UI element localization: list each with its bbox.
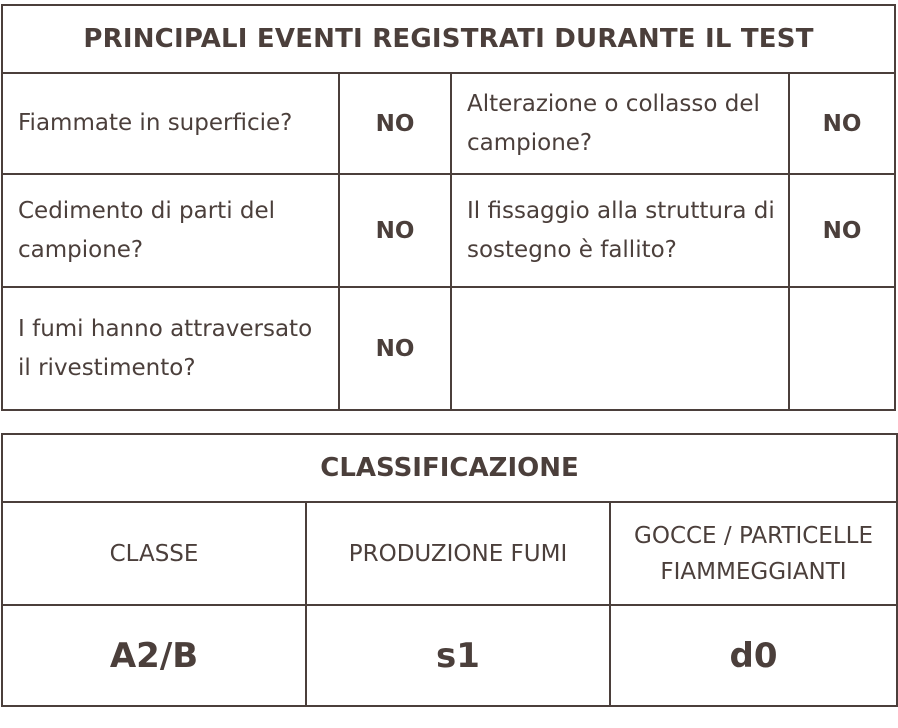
- event-answer: NO: [789, 174, 895, 287]
- empty-cell: [789, 287, 895, 410]
- event-question: I fumi hanno attraversato il rivestimento?: [2, 287, 339, 410]
- smoke-production-header: PRODUZIONE FUMI: [306, 502, 610, 605]
- smoke-production-value: s1: [306, 605, 610, 706]
- event-answer: NO: [789, 73, 895, 174]
- event-answer: NO: [339, 73, 451, 174]
- event-answer: NO: [339, 287, 451, 410]
- event-question: Fiammate in superficie?: [2, 73, 339, 174]
- class-header: CLASSE: [2, 502, 306, 605]
- class-value: A2/B: [2, 605, 306, 706]
- event-question: Il fissaggio alla struttura di sostegno è fallito?: [451, 174, 789, 287]
- classification-table: [1, 433, 898, 707]
- events-table-title: PRINCIPALI EVENTI REGISTRATI DURANTE IL TEST: [2, 5, 895, 73]
- event-answer: NO: [339, 174, 451, 287]
- test-events-table: [1, 4, 896, 411]
- flaming-droplets-value: d0: [610, 605, 897, 706]
- classification-title: CLASSIFICAZIONE: [2, 434, 897, 502]
- flaming-droplets-header: GOCCE / PARTICELLE FIAMMEGGIANTI: [610, 502, 897, 605]
- event-question: Cedimento di parti del campione?: [2, 174, 339, 287]
- event-question: Alterazione o collasso del campione?: [451, 73, 789, 174]
- empty-cell: [451, 287, 789, 410]
